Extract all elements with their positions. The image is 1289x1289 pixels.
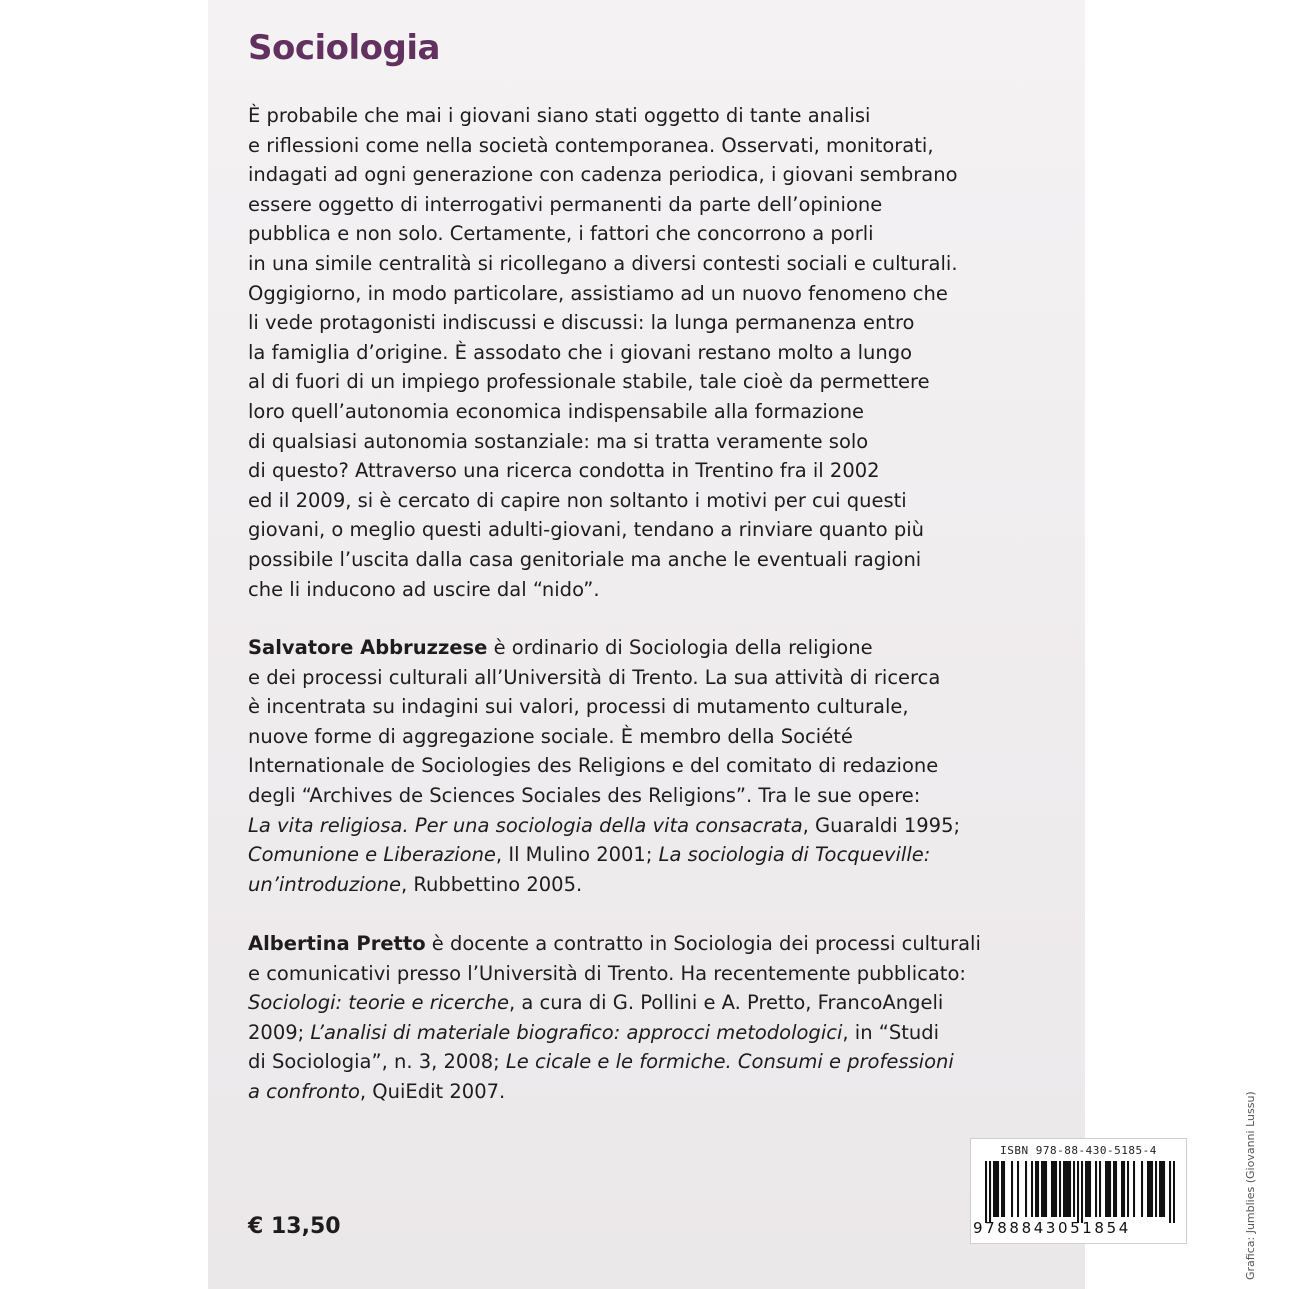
barcode-bar <box>1063 1161 1065 1217</box>
work-title: La sociologia di Tocqueville: <box>658 843 931 867</box>
barcode-bar <box>1087 1161 1089 1217</box>
barcode-bar <box>1121 1161 1123 1217</box>
barcode-bar <box>1089 1161 1091 1217</box>
work-title: un’introduzione <box>248 872 401 896</box>
blurb-line: indagati ad ogni generazione con cadenza periodica, i giovani sembrano <box>248 163 958 187</box>
barcode-bar <box>1155 1161 1157 1217</box>
barcode-bar <box>1043 1161 1045 1217</box>
barcode-bar <box>1077 1161 1079 1223</box>
barcode-bar <box>1055 1161 1057 1217</box>
work-title: Sociologi: teorie e ricerche <box>248 991 509 1015</box>
barcode-bar <box>1011 1161 1013 1217</box>
barcode-bar <box>1105 1161 1107 1217</box>
barcode-bar <box>1025 1161 1027 1217</box>
barcode-bar <box>997 1161 999 1217</box>
isbn-barcode-block <box>970 1138 1187 1244</box>
barcode-bar <box>1127 1161 1129 1217</box>
barcode-bar <box>1173 1161 1175 1223</box>
work-title: a confronto <box>248 1079 360 1103</box>
book-back-cover <box>208 0 1257 1289</box>
barcode-bar <box>1069 1161 1071 1217</box>
design-credit: Grafica: Jumblies (Giovanni Lussu) <box>1244 1091 1257 1280</box>
barcode-bar <box>1001 1161 1003 1217</box>
barcode-bar <box>1107 1161 1109 1217</box>
barcode-bar <box>1123 1161 1125 1217</box>
blurb-line: possibile l’uscita dalla casa genitoriale ma anche le eventuali ragioni <box>248 547 922 571</box>
blurb-line: essere oggetto di interrogativi permanenti da parte dell’opinione <box>248 192 883 216</box>
barcode-bar <box>1163 1161 1165 1217</box>
barcode-bar <box>1041 1161 1043 1217</box>
barcode-bar <box>1095 1161 1097 1217</box>
barcode-bar <box>1147 1161 1149 1217</box>
barcode-bar <box>1081 1161 1083 1223</box>
barcode-bar <box>1053 1161 1055 1217</box>
blurb-line: e riflessioni come nella società contemporanea. Osservati, monitorati, <box>248 133 934 157</box>
barcode-bar <box>1099 1161 1101 1217</box>
work-title: Comunione e Liberazione <box>248 843 496 867</box>
barcode-bar <box>1149 1161 1151 1217</box>
barcode-bar <box>1151 1161 1153 1217</box>
barcode-bar <box>993 1161 995 1217</box>
barcode-bar <box>1161 1161 1163 1217</box>
barcode-bar <box>1051 1161 1053 1217</box>
ean-digits: 9788843051854 <box>973 1219 1131 1237</box>
work-title: L’analisi di materiale biografico: approcci metodologici <box>310 1020 843 1044</box>
blurb-line: Oggigiorno, in modo particolare, assistiamo ad un nuovo fenomeno che <box>248 281 948 305</box>
blurb-line: giovani, o meglio questi adulti-giovani, tendano a rinviare quanto più <box>248 518 925 542</box>
barcode-bar <box>1073 1161 1075 1217</box>
barcode-bar <box>1085 1161 1087 1217</box>
price-label: € 13,50 <box>248 1214 341 1239</box>
author-name: Salvatore Abbruzzese <box>248 636 488 659</box>
author-bio-pretto: Albertina Pretto è docente a contratto in Sociologia dei processi culturali e comunicativi presso l’Università di Trento. Ha recentemente pubblicato: Sociologi: teorie e ricerche, a cura di G. Pollini e A. Pretto, FrancoAngeli 2009; L’analisi di materiale biografico: approcci metodologici, in “Studi di Sociologia”, n. 3, 2008; Le cicale e le formiche. Consumi e professioni a confronto, QuiEdit 2007. <box>248 932 981 1103</box>
blurb-line: di questo? Attraverso una ricerca condotta in Trentino fra il 2002 <box>248 459 880 483</box>
series-title: Sociologia <box>248 28 440 68</box>
barcode-bar <box>1059 1161 1061 1217</box>
blurb-line: al di fuori di un impiego professionale stabile, tale cioè da permettere <box>248 370 930 394</box>
blurb-line: in una simile centralità si ricollegano a diversi contesti sociali e culturali. <box>248 251 958 275</box>
barcode-bar <box>1045 1161 1047 1217</box>
barcode-bar <box>1141 1161 1143 1217</box>
barcode-bar <box>1169 1161 1171 1223</box>
barcode-bar <box>1159 1161 1161 1217</box>
blurb-line: li vede protagonisti indiscussi e discussi: la lunga permanenza entro <box>248 311 915 335</box>
barcode-bar <box>1113 1161 1115 1217</box>
barcode-bar <box>1017 1161 1019 1217</box>
barcode-bar <box>1115 1161 1117 1217</box>
blurb-line: la famiglia d’origine. È assodato che i giovani restano molto a lungo <box>248 340 913 364</box>
barcode-bar <box>1133 1161 1135 1217</box>
blurb-line: È probabile che mai i giovani siano stati oggetto di tante analisi <box>248 104 871 127</box>
barcode-bar <box>1067 1161 1069 1217</box>
blurb-paragraph <box>248 101 1008 604</box>
blurb-line: loro quell’autonomia economica indispensabile alla formazione <box>248 399 865 423</box>
barcode-bar <box>1031 1161 1033 1217</box>
blurb-line: che li inducono ad uscire dal “nido”. <box>248 577 600 601</box>
barcode-bar <box>1035 1161 1037 1217</box>
isbn-label: ISBN 978-88-430-5185-4 <box>1000 1144 1157 1157</box>
barcode-bar <box>989 1161 991 1223</box>
barcode-bar <box>995 1161 997 1217</box>
work-title: Le cicale e le formiche. Consumi e professioni <box>505 1050 954 1074</box>
barcode-bar <box>1003 1161 1005 1217</box>
author-name: Albertina Pretto <box>248 932 426 955</box>
barcode-bar <box>1109 1161 1111 1217</box>
barcode-icon <box>985 1161 1175 1223</box>
barcode-bar <box>985 1161 987 1223</box>
blurb-line: di qualsiasi autonomia sostanziale: ma si tratta veramente solo <box>248 429 869 453</box>
work-title: La vita religiosa. Per una sociologia della vita consacrata <box>248 813 803 837</box>
author-bio-abbruzzese: Salvatore Abbruzzese è ordinario di Sociologia della religione e dei processi culturali all’Università di Trento. La sua attività di ricerca è incentrata su indagini sui valori, processi di mutamento culturale, nuove forme di aggregazione sociale. È membro della Société Internationale de Sociologies des Religions e del comitato di redazione degli “Archives de Sciences Sociales des Religions”. Tra le sue opere: La vita religiosa. Per una sociologia della vita consacrata, Guaraldi 1995; Comunione e Liberazione, Il Mulino 2001; La sociologia di Tocqueville: un’introduzione, Rubbettino 2005. <box>248 636 961 896</box>
barcode-bar <box>1065 1161 1067 1217</box>
blurb-line: pubblica e non solo. Certamente, i fattori che concorrono a porli <box>248 222 874 246</box>
blurb-line: ed il 2009, si è cercato di capire non soltanto i motivi per cui questi <box>248 488 907 512</box>
barcode-bar <box>1037 1161 1039 1217</box>
